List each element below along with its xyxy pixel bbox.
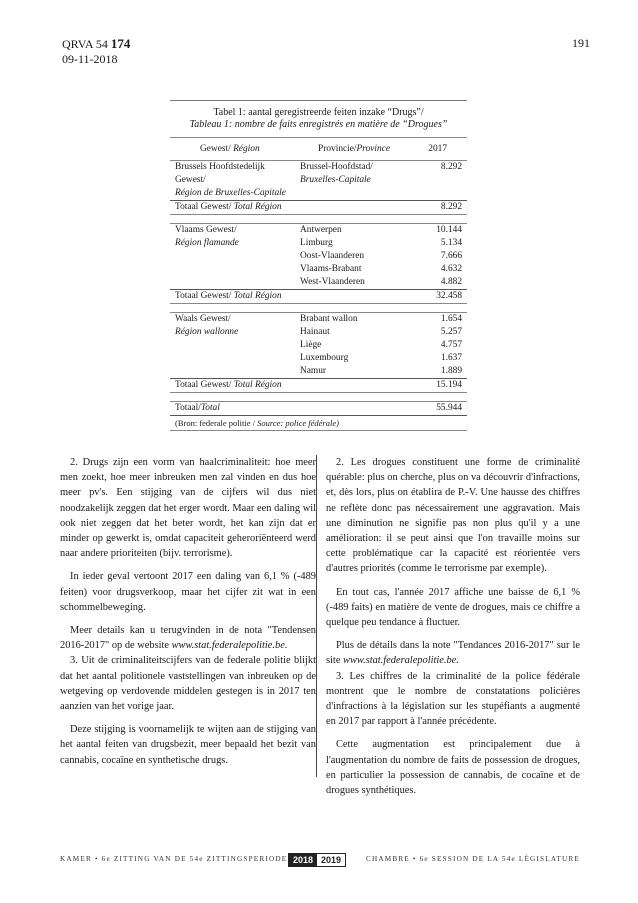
doc-ref: QRVA 54 xyxy=(62,37,108,51)
region-flanders-nl: Vlaams Gewest/ xyxy=(175,225,237,235)
region-brussels-nl-2: Gewest/ xyxy=(175,175,206,185)
grand-total-value: 55.944 xyxy=(436,403,462,413)
website-link[interactable]: www.stat.federalepolitie.be. xyxy=(343,655,459,667)
paragraph xyxy=(60,623,316,653)
year-end: 2019 xyxy=(317,854,345,866)
table-row xyxy=(170,174,467,187)
year-start: 2018 xyxy=(289,854,317,866)
table-header-row xyxy=(170,138,467,160)
grand-total-label-nl: Totaal/ xyxy=(175,403,201,413)
table-row xyxy=(170,276,467,289)
session-years-badge xyxy=(288,853,346,867)
header-year: 2017 xyxy=(428,144,447,154)
dutch-column xyxy=(60,455,316,776)
document-reference xyxy=(62,36,130,67)
province-name: West-Vlaanderen xyxy=(300,277,365,287)
table-row xyxy=(170,313,467,326)
province-name: Antwerpen xyxy=(300,225,342,235)
header-provincie: Provincie/ xyxy=(318,144,357,154)
region-brussels-nl: Brussels Hoofdstedelijk xyxy=(175,162,265,172)
paragraph: 2. Drugs zijn een vorm van haalcriminaliteit: hoe meer men zoekt, hoe meer inbreuken men zal vinden en dus hoe meer pv's. Een stijging van de cijfers wil dus niet noodzakelijk zeggen dat het erger wordt. Maar een daling wil ook niet zeggen dat het beter wordt, het kan zijn dat er minder op gewerkt is, omdat capaciteit geheroriënteerd werd naar andere prioriteiten (bijv. terrorisme). xyxy=(60,457,316,560)
caption-fr: Tableau 1: nombre de faits enregistrés en matière de “Drogues” xyxy=(189,119,448,130)
province-brussels-fr: Bruxelles-Capitale xyxy=(300,175,371,185)
province-name: Oost-Vlaanderen xyxy=(300,251,365,261)
source-nl: (Bron: federale politie / xyxy=(175,418,258,428)
table-row xyxy=(170,263,467,276)
province-brussels-nl: Brussel-Hoofdstad/ xyxy=(300,162,373,172)
province-value: 1.889 xyxy=(440,366,462,376)
province-name: Brabant wallon xyxy=(300,314,358,324)
total-label-nl: Totaal Gewest/ xyxy=(175,202,232,212)
table-row xyxy=(170,250,467,263)
province-name: Vlaams-Brabant xyxy=(300,264,362,274)
paragraph-text: Meer details kan u terugvinden in de nota "Tendensen 2016-2017" op de website xyxy=(60,625,316,652)
table-row xyxy=(170,339,467,352)
website-link[interactable]: www.stat.federalepolitie.be. xyxy=(171,640,288,652)
footer-right: CHAMBRE • 6e SESSION DE LA 54e LÉGISLATURE xyxy=(365,855,580,863)
doc-number: 174 xyxy=(110,36,131,51)
province-value: 5.134 xyxy=(440,238,462,248)
total-wallonia: 15.194 xyxy=(436,380,462,390)
paragraph xyxy=(326,638,580,668)
grand-total-label-fr: Total xyxy=(200,403,220,413)
caption-nl: Tabel 1: aantal geregistreerde feiten inzake “Drugs”/ xyxy=(213,107,424,118)
grand-total-row xyxy=(170,402,467,415)
province-value: 5.257 xyxy=(440,327,462,337)
province-name: Limburg xyxy=(300,238,333,248)
total-flanders: 32.458 xyxy=(436,291,462,301)
footer-left: KAMER • 6e ZITTING VAN DE 54e ZITTINGSPERIODE xyxy=(60,855,288,863)
paragraph: 3. Les chiffres de la criminalité de la police fédérale montrent que le nombre de constatations policières d'infractions à la législation sur les stupéfiants a augmenté en 2017 par rapport à l'année précédente. xyxy=(326,670,580,728)
region-flanders-fr: Région flamande xyxy=(175,238,239,248)
drugs-table xyxy=(170,100,467,431)
table-row xyxy=(170,326,467,339)
paragraph-text: Plus de détails dans la note "Tendances 2016-2017" sur le site xyxy=(326,640,580,667)
total-row-flanders xyxy=(170,290,467,303)
total-row-brussels xyxy=(170,201,467,214)
table-source xyxy=(170,416,467,430)
total-label-fr: Total Région xyxy=(233,380,282,390)
table-row xyxy=(170,224,467,237)
total-row-wallonia xyxy=(170,379,467,392)
paragraph: En tout cas, l'année 2017 affiche une baisse de 6,1 % (-489 faits) en matière de vente de drogues, mais ce chiffre a quelque peu tendance à fluctuer. xyxy=(326,586,580,629)
province-value: 10.144 xyxy=(436,225,462,235)
province-name: Liège xyxy=(300,340,322,350)
province-name: Namur xyxy=(300,366,327,376)
province-value: 4.882 xyxy=(440,277,462,287)
french-column xyxy=(326,455,580,806)
column-divider xyxy=(316,455,317,777)
paragraph: Deze stijging is voornamelijk te wijten aan de stijging van het aantal feiten van drugsbezit, meer bepaald het bezit van cannabis, cocaïne en synthetische drugs. xyxy=(60,724,316,766)
header-gewest: Gewest/ xyxy=(200,144,231,154)
header-region: Région xyxy=(233,144,260,154)
doc-date: 09-11-2018 xyxy=(62,52,118,66)
total-label-fr: Total Région xyxy=(233,202,282,212)
province-value: 4.757 xyxy=(440,340,462,350)
paragraph: 2. Les drogues constituent une forme de criminalité quérable: plus on cherche, plus on va découvrir d'infractions, et, dès lors, plus on établira de P.-V. Une hausse des chiffres ne reflète donc pas nécessairement une aggravation. Mais une diminution ne signifie pas non plus qu'il y a une amélioration: il se peut ainsi que l'on travaille moins sur cette problématique car la capacité est réorientée vers d'autres priorités (comme le terrorisme par exemple). xyxy=(326,457,580,575)
total-brussels: 8.292 xyxy=(440,202,462,212)
paragraph: In ieder geval vertoont 2017 een daling van 6,1 % (-489 feiten) voor drugsverkoop, maar het cijfer zit wat in een schommelbeweging. xyxy=(60,571,316,613)
page-number: 191 xyxy=(572,36,590,50)
table-caption xyxy=(170,100,467,131)
province-value: 1.637 xyxy=(440,353,462,363)
region-wallonia-fr: Région wallonne xyxy=(175,327,239,337)
total-label-nl: Totaal Gewest/ xyxy=(175,291,232,301)
total-label-nl: Totaal Gewest/ xyxy=(175,380,232,390)
source-fr: Source: police fédérale) xyxy=(257,418,339,428)
header-province: Province xyxy=(356,144,391,154)
table-row xyxy=(170,237,467,250)
province-value: 4.632 xyxy=(440,264,462,274)
table-row xyxy=(170,365,467,378)
province-value: 7.666 xyxy=(440,251,462,261)
province-name: Luxembourg xyxy=(300,353,349,363)
region-wallonia-nl: Waals Gewest/ xyxy=(175,314,231,324)
province-value: 1.654 xyxy=(440,314,462,324)
total-label-fr: Total Région xyxy=(233,291,282,301)
paragraph: 3. Uit de criminaliteitscijfers van de federale politie blijkt dat het aantal politionele vaststellingen van inbreuken op de wetgeving op verdovende middelen gestegen is in 2017 ten aanzien van het vorige jaar. xyxy=(60,655,316,713)
page-footer xyxy=(60,853,580,867)
region-brussels-fr: Région de Bruxelles-Capitale xyxy=(175,188,286,198)
table-row xyxy=(170,352,467,365)
value-brussels: 8.292 xyxy=(440,162,462,172)
province-name: Hainaut xyxy=(300,327,330,337)
paragraph: Cette augmentation est principalement due à l'augmentation du nombre de faits de possession de drogues, en particulier la possession de cannabis, de cocaïne et de drogues synthétiques. xyxy=(326,739,580,797)
table-row xyxy=(170,187,467,200)
table-row xyxy=(170,161,467,174)
